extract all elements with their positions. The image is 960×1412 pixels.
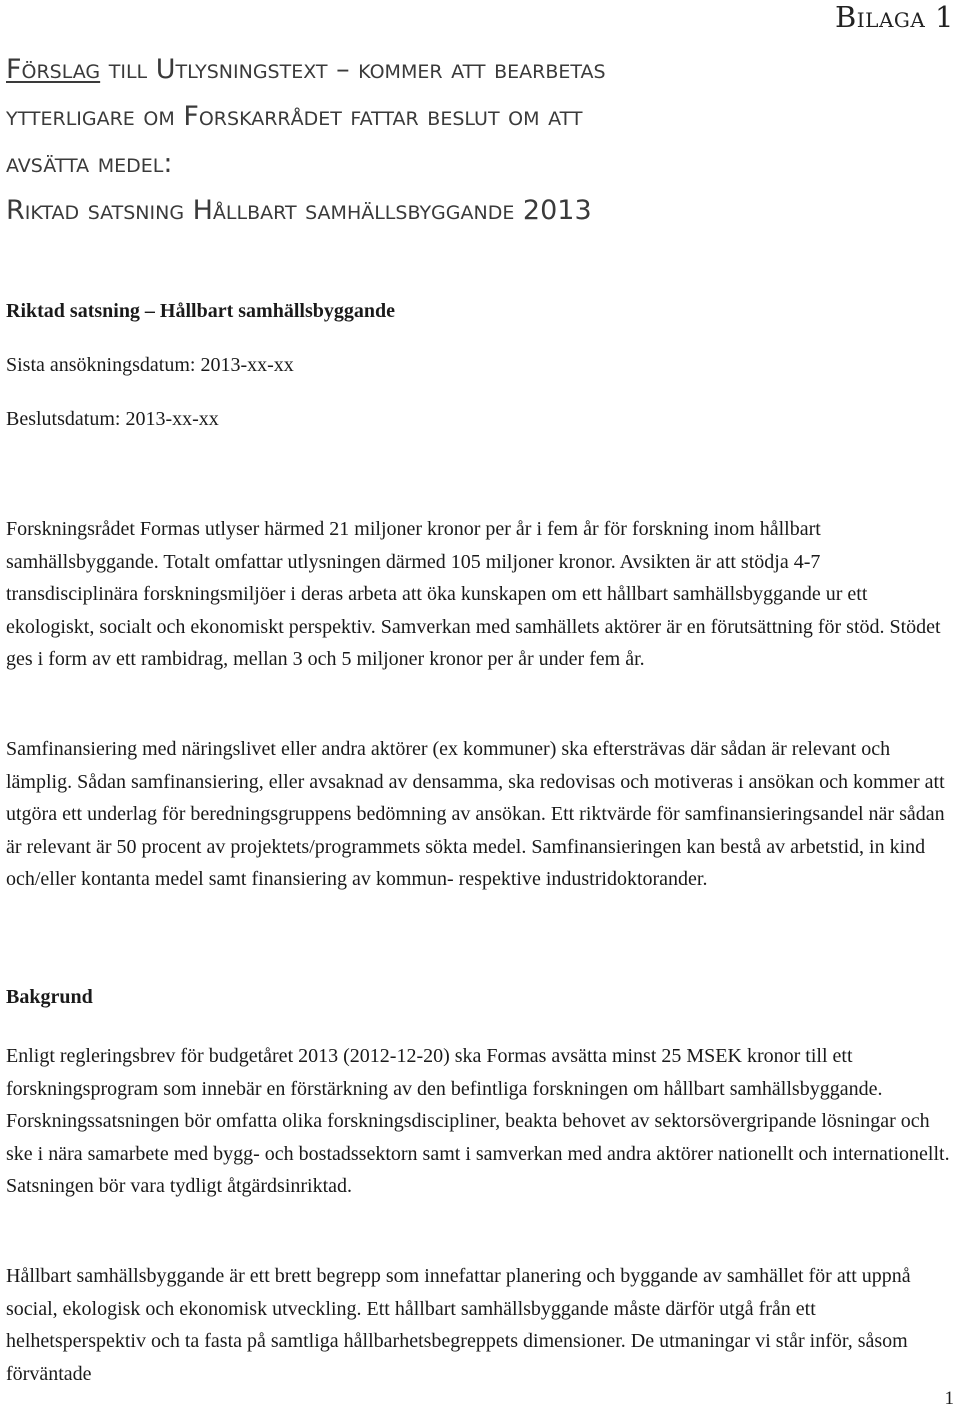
call-title: Riktad satsning – Hållbart samhällsbyggande [6,300,395,322]
heading-line-3: avsätta medel: [6,148,173,179]
page-number: 1 [944,1388,954,1409]
annex-label: Bilaga 1 [834,0,954,34]
application-deadline: Sista ansökningsdatum: 2013-xx-xx [6,354,294,376]
heading-line-1 [6,46,906,93]
paragraph-cofinancing: Samfinansiering med näringslivet eller andra aktörer (ex kommuner) ska eftersträvas där sådan är relevant och lämplig. Sådan samfinansiering, eller avsaknad av densamma, ska redovisas och motiveras i ansökan och kommer att utgöra ett underlag för beredningsgruppens bedömning av ansökan. Ett riktvärde för samfinansieringsandel när sådan är relevant är 50 procent av projektets/programmets sökta medel. Samfinansieringen kan bestå av arbetstid, in kind och/eller kontanta medel samt finansiering av kommun- respektive industridoktorander. [6,738,945,890]
heading-underlined-word: Förslag [6,54,101,85]
paragraph-sustainability: Hållbart samhällsbyggande är ett brett begrepp som innefattar planering och byggande av samhället för att uppnå social, ekologisk och ekonomisk utveckling. Ett hållbart samhällsbyggande måste därför utgå från ett helhetsperspektiv och ta fasta på samtliga hållbarhetsbegreppets dimensioner. De utmaningar vi står inför, såsom förväntade [6,1265,911,1385]
paragraph-background: Enligt regleringsbrev för budgetåret 2013 (2012-12-20) ska Formas avsätta minst 25 MSEK kronor till ett forskningsprogram som innebär en förstärkning av den befintliga forskningen om hållbart samhällsbyggande. Forskningssatsningen bör omfatta olika forskningsdiscipliner, beakta behovet av sektorsövergripande lösningar och ske i nära samarbete med bygg- och bostadssektorn samt i samverkan med andra aktörer nationellt och internationellt. Satsningen bör vara tydligt åtgärdsinriktad. [6,1045,950,1197]
paragraph-funding: Forskningsrådet Formas utlyser härmed 21 miljoner kronor per år i fem år för forskning inom hållbart samhällsbyggande. Totalt omfattar utlysningen därmed 105 miljoner kronor. Avsikten är att stödja 4-7 transdisciplinära forskningsmiljöer i deras arbeta att öka kunskapen om ett hållbart samhällsbyggande ur ett ekologiskt, socialt och ekonomiskt perspektiv. Samverkan med samhällets aktörer är en förutsättning för stöd. Stödet ges i form av ett rambidrag, mellan 3 och 5 miljoner kronor per år under fem år. [6,518,941,670]
heading-line-2: ytterligare om Forskarrådet fattar beslut om att [6,101,583,132]
heading-line-4: Riktad satsning Hållbart samhällsbyggande 2013 [6,195,592,226]
section-heading-background: Bakgrund [6,986,93,1008]
heading-line-1-rest: till Utlysningstext – kommer att bearbetas [100,54,606,85]
decision-date: Beslutsdatum: 2013-xx-xx [6,408,219,430]
document-heading [6,46,906,234]
